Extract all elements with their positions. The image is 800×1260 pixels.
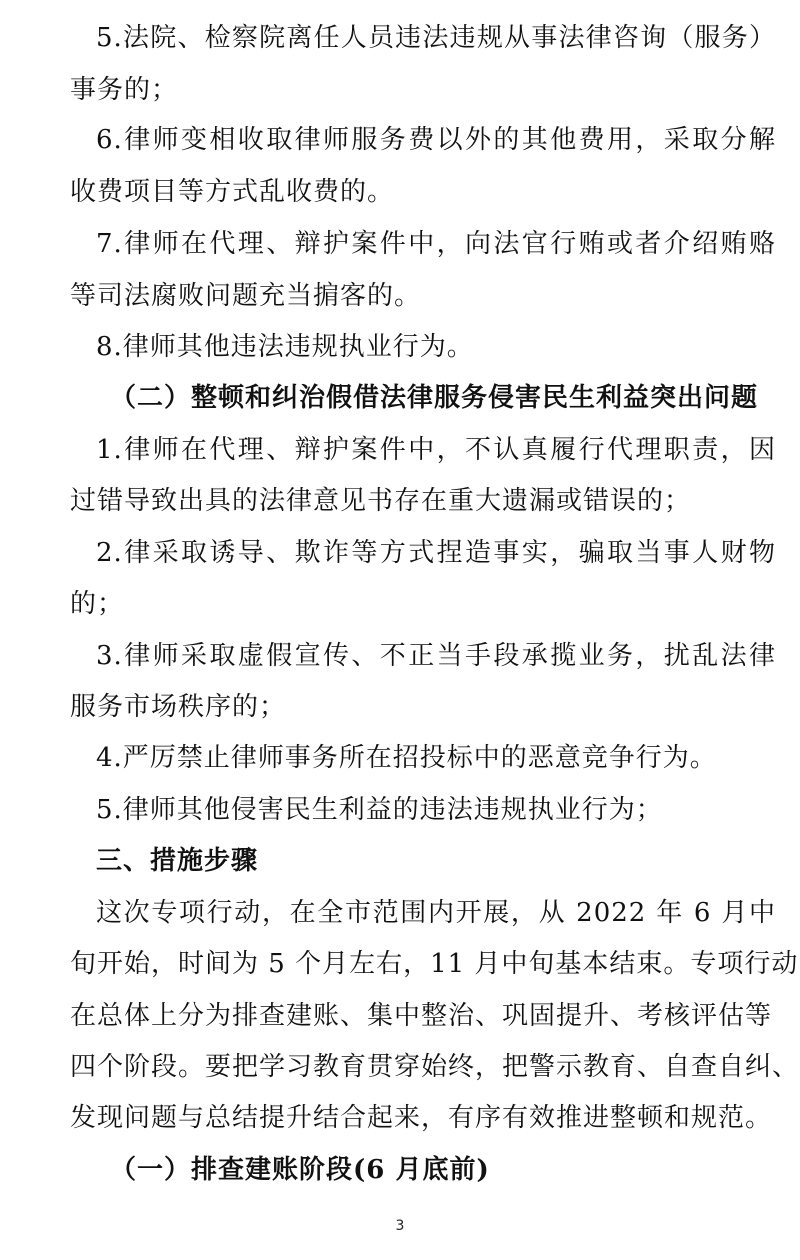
paragraph-line: 四个阶段。要把学习教育贯穿始终，把警示教育、自查自纠、 — [70, 1052, 800, 1082]
paragraph-line: 这次专项行动，在全市范围内开展，从 2022 年 6 月中 — [96, 898, 776, 928]
paragraph-line: 1.律师在代理、辩护案件中，不认真履行代理职责，因 — [96, 435, 776, 465]
paragraph-line: 3.律师采取虚假宣传、不正当手段承揽业务，扰乱法律 — [96, 641, 776, 671]
page-number: 3 — [395, 1218, 405, 1234]
paragraph-line: 发现问题与总结提升结合起来，有序有效推进整顿和规范。 — [70, 1103, 773, 1133]
paragraph-line: 过错导致出具的法律意见书存在重大遗漏或错误的； — [70, 486, 692, 516]
paragraph-line: 2.律采取诱导、欺诈等方式捏造事实，骗取当事人财物 — [96, 538, 776, 568]
paragraph-line: 事务的； — [70, 75, 179, 105]
paragraph-line: 服务市场秩序的； — [70, 692, 287, 722]
paragraph-line: 7.律师在代理、辩护案件中，向法官行贿或者介绍贿赂 — [96, 229, 776, 259]
paragraph-line: 在总体上分为排查建账、集中整治、巩固提升、考核评估等 — [70, 1001, 773, 1031]
paragraph-line: 5.律师其他侵害民生利益的违法违规执业行为； — [96, 795, 663, 825]
subsection-heading: （一）排查建账阶段(6 月底前) — [110, 1155, 490, 1185]
paragraph-line: 4.严厉禁止律师事务所在招投标中的恶意竞争行为。 — [96, 743, 717, 773]
paragraph-line: 的； — [70, 589, 125, 619]
paragraph-line: 旬开始，时间为 5 个月左右，11 月中旬基本结束。专项行动 — [70, 949, 799, 979]
subsection-heading: （二）整顿和纠治假借法律服务侵害民生利益突出问题 — [110, 383, 759, 413]
section-heading: 三、措施步骤 — [96, 846, 259, 876]
paragraph-line: 5.法院、检察院离任人员违法违规从事法律咨询（服务） — [96, 23, 776, 53]
paragraph-line: 6.律师变相收取律师服务费以外的其他费用，采取分解 — [96, 125, 776, 155]
paragraph-line: 8.律师其他违法违规执业行为。 — [96, 332, 474, 362]
paragraph-line: 收费项目等方式乱收费的。 — [70, 177, 395, 207]
paragraph-line: 等司法腐败问题充当掮客的。 — [70, 281, 422, 311]
